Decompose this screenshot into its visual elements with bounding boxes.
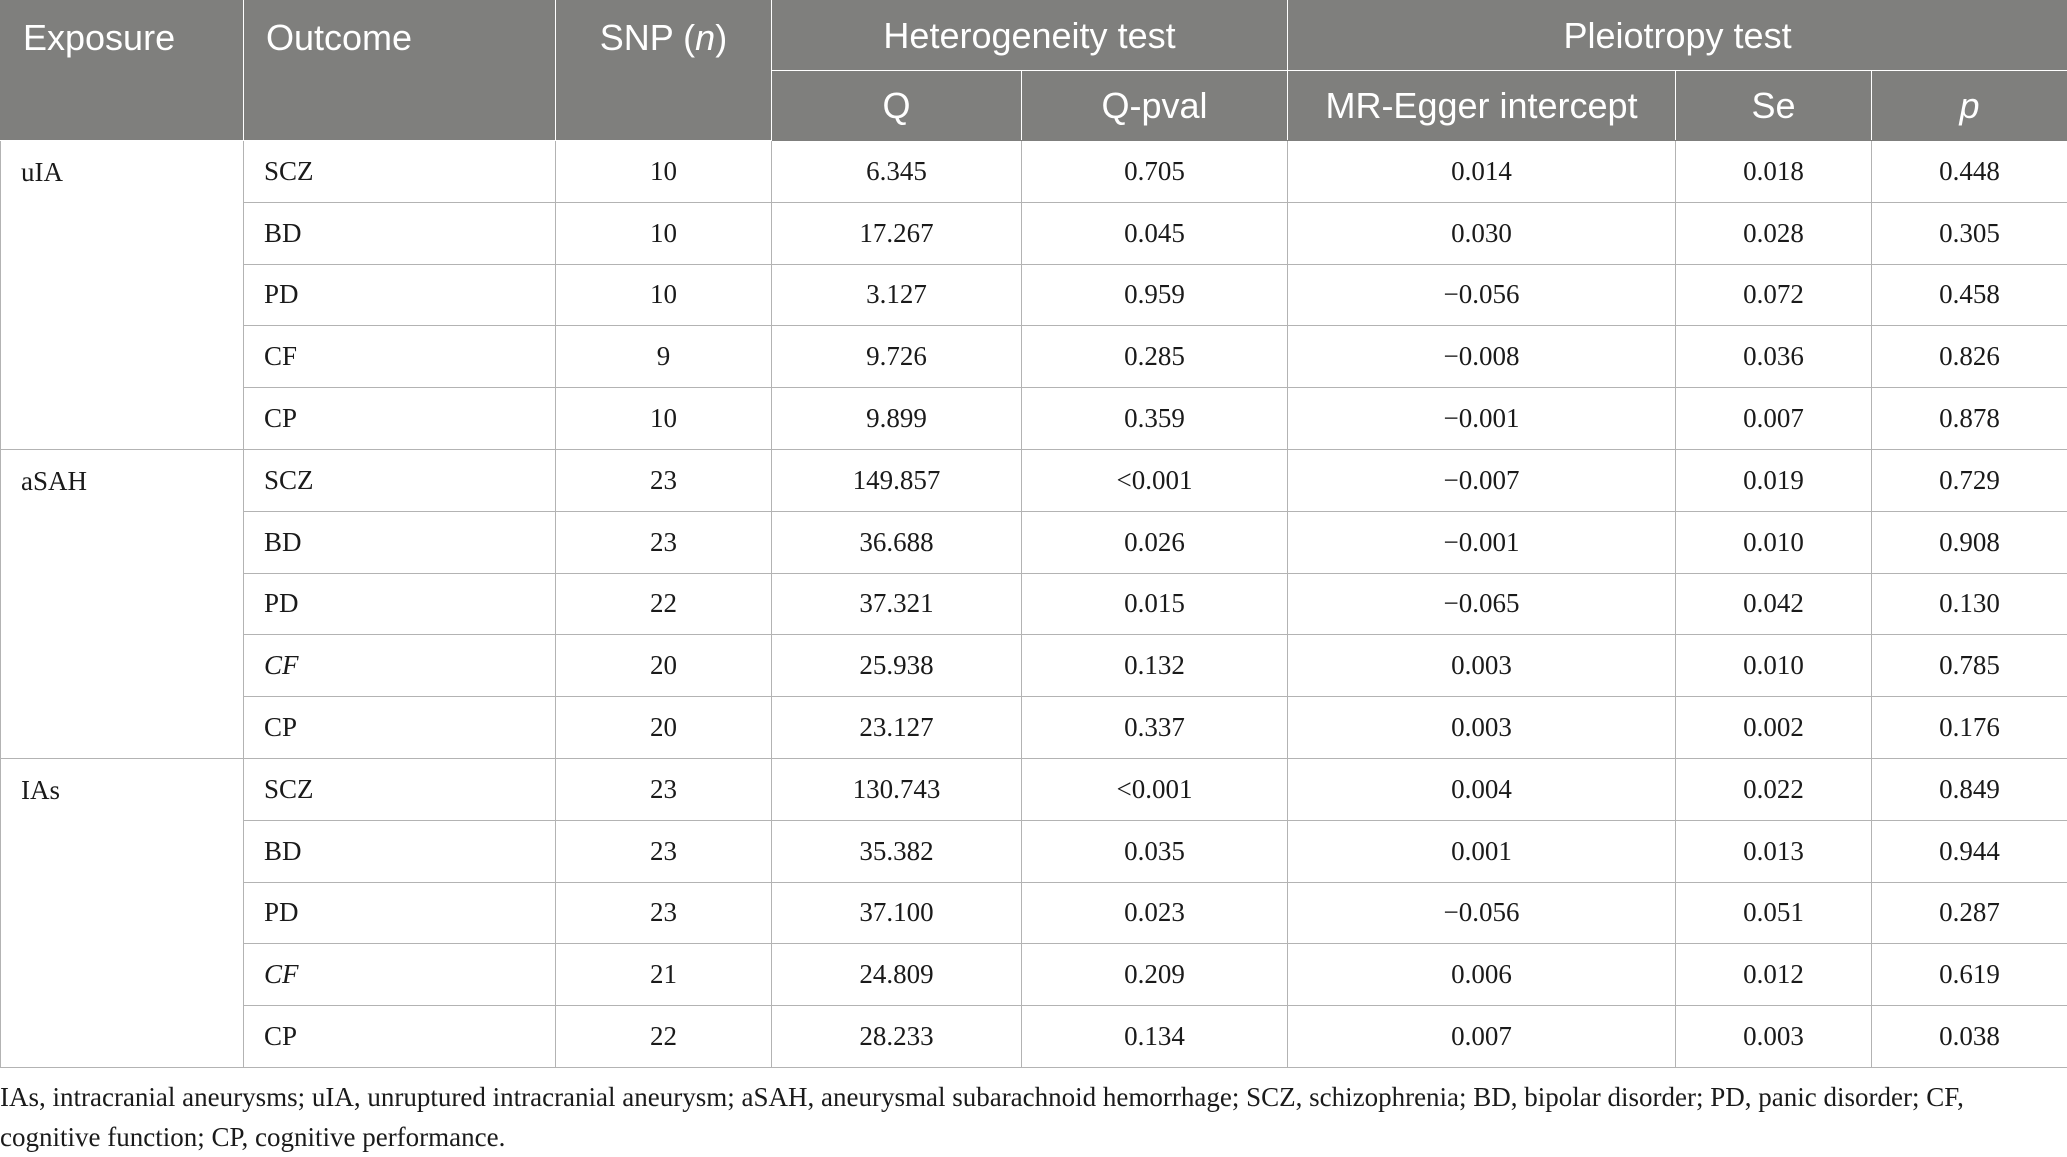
se-cell: 0.010 [1676, 635, 1872, 697]
table-row [1, 326, 2067, 388]
intercept-cell: −0.056 [1288, 882, 1676, 944]
outcome-cell: CF [244, 326, 556, 388]
q-cell: 9.726 [772, 326, 1022, 388]
q-pval-cell: 0.035 [1022, 820, 1288, 882]
se-cell: 0.010 [1676, 511, 1872, 573]
se-cell: 0.002 [1676, 697, 1872, 759]
header-exposure: Exposure [1, 1, 244, 141]
outcome-cell: SCZ [244, 758, 556, 820]
table-row [1, 697, 2067, 759]
q-pval-cell: <0.001 [1022, 449, 1288, 511]
header-outcome: Outcome [244, 1, 556, 141]
outcome-cell: PD [244, 882, 556, 944]
q-cell: 37.100 [772, 882, 1022, 944]
outcome-cell: CP [244, 1006, 556, 1068]
intercept-cell: −0.001 [1288, 388, 1676, 450]
exposure-cell: aSAH [1, 449, 244, 758]
snp-cell: 22 [556, 573, 772, 635]
table-body [1, 141, 2067, 1068]
header-q: Q [772, 71, 1022, 141]
snp-cell: 10 [556, 141, 772, 203]
q-cell: 6.345 [772, 141, 1022, 203]
header-p: p [1872, 71, 2067, 141]
snp-cell: 10 [556, 202, 772, 264]
se-cell: 0.042 [1676, 573, 1872, 635]
snp-cell: 23 [556, 882, 772, 944]
q-cell: 17.267 [772, 202, 1022, 264]
outcome-cell: SCZ [244, 449, 556, 511]
q-pval-cell: 0.026 [1022, 511, 1288, 573]
p-cell: 0.785 [1872, 635, 2067, 697]
se-cell: 0.022 [1676, 758, 1872, 820]
snp-cell: 20 [556, 697, 772, 759]
q-pval-cell: 0.337 [1022, 697, 1288, 759]
table-row [1, 573, 2067, 635]
p-cell: 0.826 [1872, 326, 2067, 388]
snp-cell: 10 [556, 264, 772, 326]
header-pleiotropy: Pleiotropy test [1288, 1, 2067, 71]
q-pval-cell: 0.959 [1022, 264, 1288, 326]
p-cell: 0.448 [1872, 141, 2067, 203]
table-row [1, 388, 2067, 450]
se-cell: 0.018 [1676, 141, 1872, 203]
p-cell: 0.849 [1872, 758, 2067, 820]
exposure-cell: uIA [1, 141, 244, 450]
table-row [1, 264, 2067, 326]
table-footnote: IAs, intracranial aneurysms; uIA, unruptured intracranial aneurysm; aSAH, aneurysmal subarachnoid hemorrhage; SCZ, schizophrenia; BD, bipolar disorder; PD, panic disorder; CF, cognitive function; CP, cognitive performance. [0, 1077, 2000, 1157]
snp-cell: 23 [556, 511, 772, 573]
q-pval-cell: 0.023 [1022, 882, 1288, 944]
snp-cell: 9 [556, 326, 772, 388]
table-row [1, 449, 2067, 511]
intercept-cell: −0.065 [1288, 573, 1676, 635]
intercept-cell: −0.056 [1288, 264, 1676, 326]
intercept-cell: 0.006 [1288, 944, 1676, 1006]
header-snp [556, 1, 772, 141]
table-row [1, 820, 2067, 882]
table-row [1, 944, 2067, 1006]
snp-cell: 23 [556, 820, 772, 882]
p-cell: 0.176 [1872, 697, 2067, 759]
snp-cell: 22 [556, 1006, 772, 1068]
q-cell: 36.688 [772, 511, 1022, 573]
outcome-cell: SCZ [244, 141, 556, 203]
intercept-cell: 0.007 [1288, 1006, 1676, 1068]
se-cell: 0.003 [1676, 1006, 1872, 1068]
se-cell: 0.028 [1676, 202, 1872, 264]
outcome-cell: CP [244, 697, 556, 759]
q-cell: 28.233 [772, 1006, 1022, 1068]
q-pval-cell: <0.001 [1022, 758, 1288, 820]
p-cell: 0.908 [1872, 511, 2067, 573]
header-snp-n: n [695, 17, 715, 58]
p-cell: 0.038 [1872, 1006, 2067, 1068]
header-snp-suffix: ) [715, 17, 727, 58]
header-q-pval: Q-pval [1022, 71, 1288, 141]
se-cell: 0.007 [1676, 388, 1872, 450]
table-row [1, 635, 2067, 697]
se-cell: 0.019 [1676, 449, 1872, 511]
q-cell: 24.809 [772, 944, 1022, 1006]
q-cell: 130.743 [772, 758, 1022, 820]
intercept-cell: −0.001 [1288, 511, 1676, 573]
p-cell: 0.729 [1872, 449, 2067, 511]
intercept-cell: −0.008 [1288, 326, 1676, 388]
se-cell: 0.072 [1676, 264, 1872, 326]
table-row [1, 758, 2067, 820]
p-cell: 0.619 [1872, 944, 2067, 1006]
q-pval-cell: 0.209 [1022, 944, 1288, 1006]
se-cell: 0.036 [1676, 326, 1872, 388]
q-pval-cell: 0.134 [1022, 1006, 1288, 1068]
se-cell: 0.051 [1676, 882, 1872, 944]
q-pval-cell: 0.285 [1022, 326, 1288, 388]
snp-cell: 23 [556, 449, 772, 511]
header-snp-prefix: SNP ( [600, 17, 695, 58]
p-cell: 0.130 [1872, 573, 2067, 635]
p-cell: 0.287 [1872, 882, 2067, 944]
intercept-cell: 0.014 [1288, 141, 1676, 203]
q-cell: 3.127 [772, 264, 1022, 326]
snp-cell: 10 [556, 388, 772, 450]
table-row [1, 202, 2067, 264]
q-pval-cell: 0.705 [1022, 141, 1288, 203]
outcome-cell: BD [244, 511, 556, 573]
p-cell: 0.944 [1872, 820, 2067, 882]
q-pval-cell: 0.132 [1022, 635, 1288, 697]
exposure-cell: IAs [1, 758, 244, 1067]
se-cell: 0.012 [1676, 944, 1872, 1006]
q-cell: 149.857 [772, 449, 1022, 511]
q-cell: 37.321 [772, 573, 1022, 635]
q-cell: 23.127 [772, 697, 1022, 759]
header-mr-egger: MR-Egger intercept [1288, 71, 1676, 141]
outcome-cell: PD [244, 573, 556, 635]
q-pval-cell: 0.015 [1022, 573, 1288, 635]
q-pval-cell: 0.045 [1022, 202, 1288, 264]
p-cell: 0.878 [1872, 388, 2067, 450]
q-pval-cell: 0.359 [1022, 388, 1288, 450]
intercept-cell: 0.001 [1288, 820, 1676, 882]
table-header [1, 1, 2067, 141]
outcome-cell: CF [244, 944, 556, 1006]
table-row [1, 511, 2067, 573]
q-cell: 25.938 [772, 635, 1022, 697]
p-cell: 0.458 [1872, 264, 2067, 326]
outcome-cell: BD [244, 820, 556, 882]
table-row [1, 882, 2067, 944]
header-se: Se [1676, 71, 1872, 141]
q-cell: 9.899 [772, 388, 1022, 450]
outcome-cell: CF [244, 635, 556, 697]
snp-cell: 20 [556, 635, 772, 697]
intercept-cell: 0.004 [1288, 758, 1676, 820]
table-row [1, 141, 2067, 203]
outcome-cell: CP [244, 388, 556, 450]
table-row [1, 1006, 2067, 1068]
intercept-cell: 0.030 [1288, 202, 1676, 264]
snp-cell: 21 [556, 944, 772, 1006]
intercept-cell: 0.003 [1288, 697, 1676, 759]
intercept-cell: −0.007 [1288, 449, 1676, 511]
header-row-top [1, 1, 2067, 71]
p-cell: 0.305 [1872, 202, 2067, 264]
outcome-cell: PD [244, 264, 556, 326]
q-cell: 35.382 [772, 820, 1022, 882]
snp-cell: 23 [556, 758, 772, 820]
outcome-cell: BD [244, 202, 556, 264]
intercept-cell: 0.003 [1288, 635, 1676, 697]
header-heterogeneity: Heterogeneity test [772, 1, 1288, 71]
se-cell: 0.013 [1676, 820, 1872, 882]
